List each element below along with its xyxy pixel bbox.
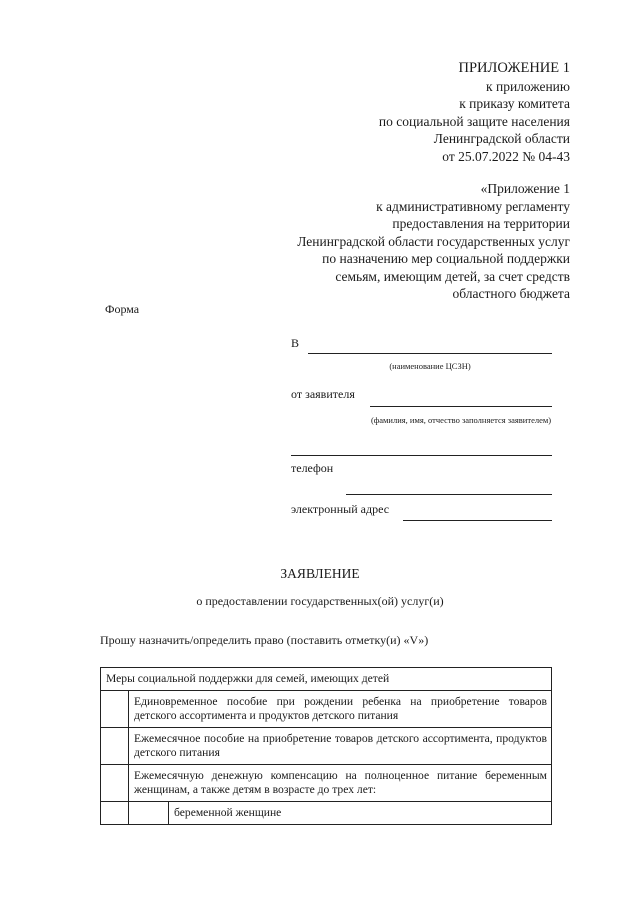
header-line: к административному регламенту bbox=[376, 198, 570, 214]
applicant-hint: (фамилия, имя, отчество заполняется заявителем) bbox=[370, 415, 552, 425]
regulation-header bbox=[297, 180, 570, 303]
request-text: Прошу назначить/определить право (поставить отметку(и) «V») bbox=[100, 633, 429, 647]
appendix-title: ПРИЛОЖЕНИЕ 1 bbox=[458, 60, 570, 76]
measure-text: Единовременное пособие при рождении ребенка на приобретение товаров детского ассортимента и продуктов детского питания bbox=[134, 695, 547, 722]
measure-text: Ежемесячную денежную компенсацию на полноценное питание беременным женщинам, а также детям в возрасте до трех лет: bbox=[134, 769, 547, 796]
form-label: Форма bbox=[105, 302, 140, 316]
sub-measure-text: беременной женщине bbox=[174, 806, 282, 819]
recipient-field-line[interactable] bbox=[308, 353, 552, 354]
support-measures-table bbox=[100, 667, 552, 825]
checkbox-cell[interactable] bbox=[101, 691, 129, 728]
table-header-row bbox=[101, 668, 552, 691]
applicant-field-line[interactable] bbox=[370, 406, 552, 407]
applicant-label: от заявителя bbox=[291, 387, 355, 401]
header-line: областного бюджета bbox=[452, 286, 570, 301]
table-sub-row bbox=[101, 802, 552, 825]
table-header: Меры социальной поддержки для семей, имеющих детей bbox=[106, 672, 390, 685]
header-line: семьям, имеющим детей, за счет средств bbox=[335, 268, 570, 284]
phone-label: телефон bbox=[291, 461, 334, 475]
header-line: «Приложение 1 bbox=[480, 181, 570, 196]
table-row bbox=[101, 728, 552, 765]
header-line: Ленинградской области государственных услуг bbox=[297, 233, 570, 249]
email-label: электронный адрес bbox=[291, 502, 390, 516]
document-title: ЗАЯВЛЕНИЕ bbox=[280, 566, 360, 581]
checkbox-cell[interactable] bbox=[101, 802, 129, 825]
recipient-hint: (наименование ЦСЗН) bbox=[389, 361, 471, 371]
header-line: Ленинградской области bbox=[433, 131, 570, 146]
sub-checkbox-cell[interactable] bbox=[129, 802, 169, 825]
header-line: к приказу комитета bbox=[459, 96, 570, 111]
header-line: от 25.07.2022 № 04-43 bbox=[442, 148, 570, 164]
table-row bbox=[101, 765, 552, 802]
checkbox-cell[interactable] bbox=[101, 728, 129, 765]
header-line: по социальной защите населения bbox=[378, 113, 570, 129]
header-line: к приложению bbox=[486, 78, 570, 94]
measure-text: Ежемесячное пособие на приобретение товаров детского ассортимента, продуктов детского питания bbox=[134, 732, 547, 759]
applicant-extra-line[interactable] bbox=[291, 455, 552, 456]
header-line: предоставления на территории bbox=[392, 216, 570, 231]
document-subtitle: о предоставлении государственных(ой) услуг(и) bbox=[196, 594, 444, 608]
table-row bbox=[101, 691, 552, 728]
appendix-header bbox=[379, 60, 570, 165]
checkbox-cell[interactable] bbox=[101, 765, 129, 802]
phone-field-line[interactable] bbox=[346, 494, 552, 495]
header-line: по назначению мер социальной поддержки bbox=[322, 251, 570, 266]
email-field-line[interactable] bbox=[403, 520, 552, 521]
recipient-label: В bbox=[291, 336, 300, 350]
